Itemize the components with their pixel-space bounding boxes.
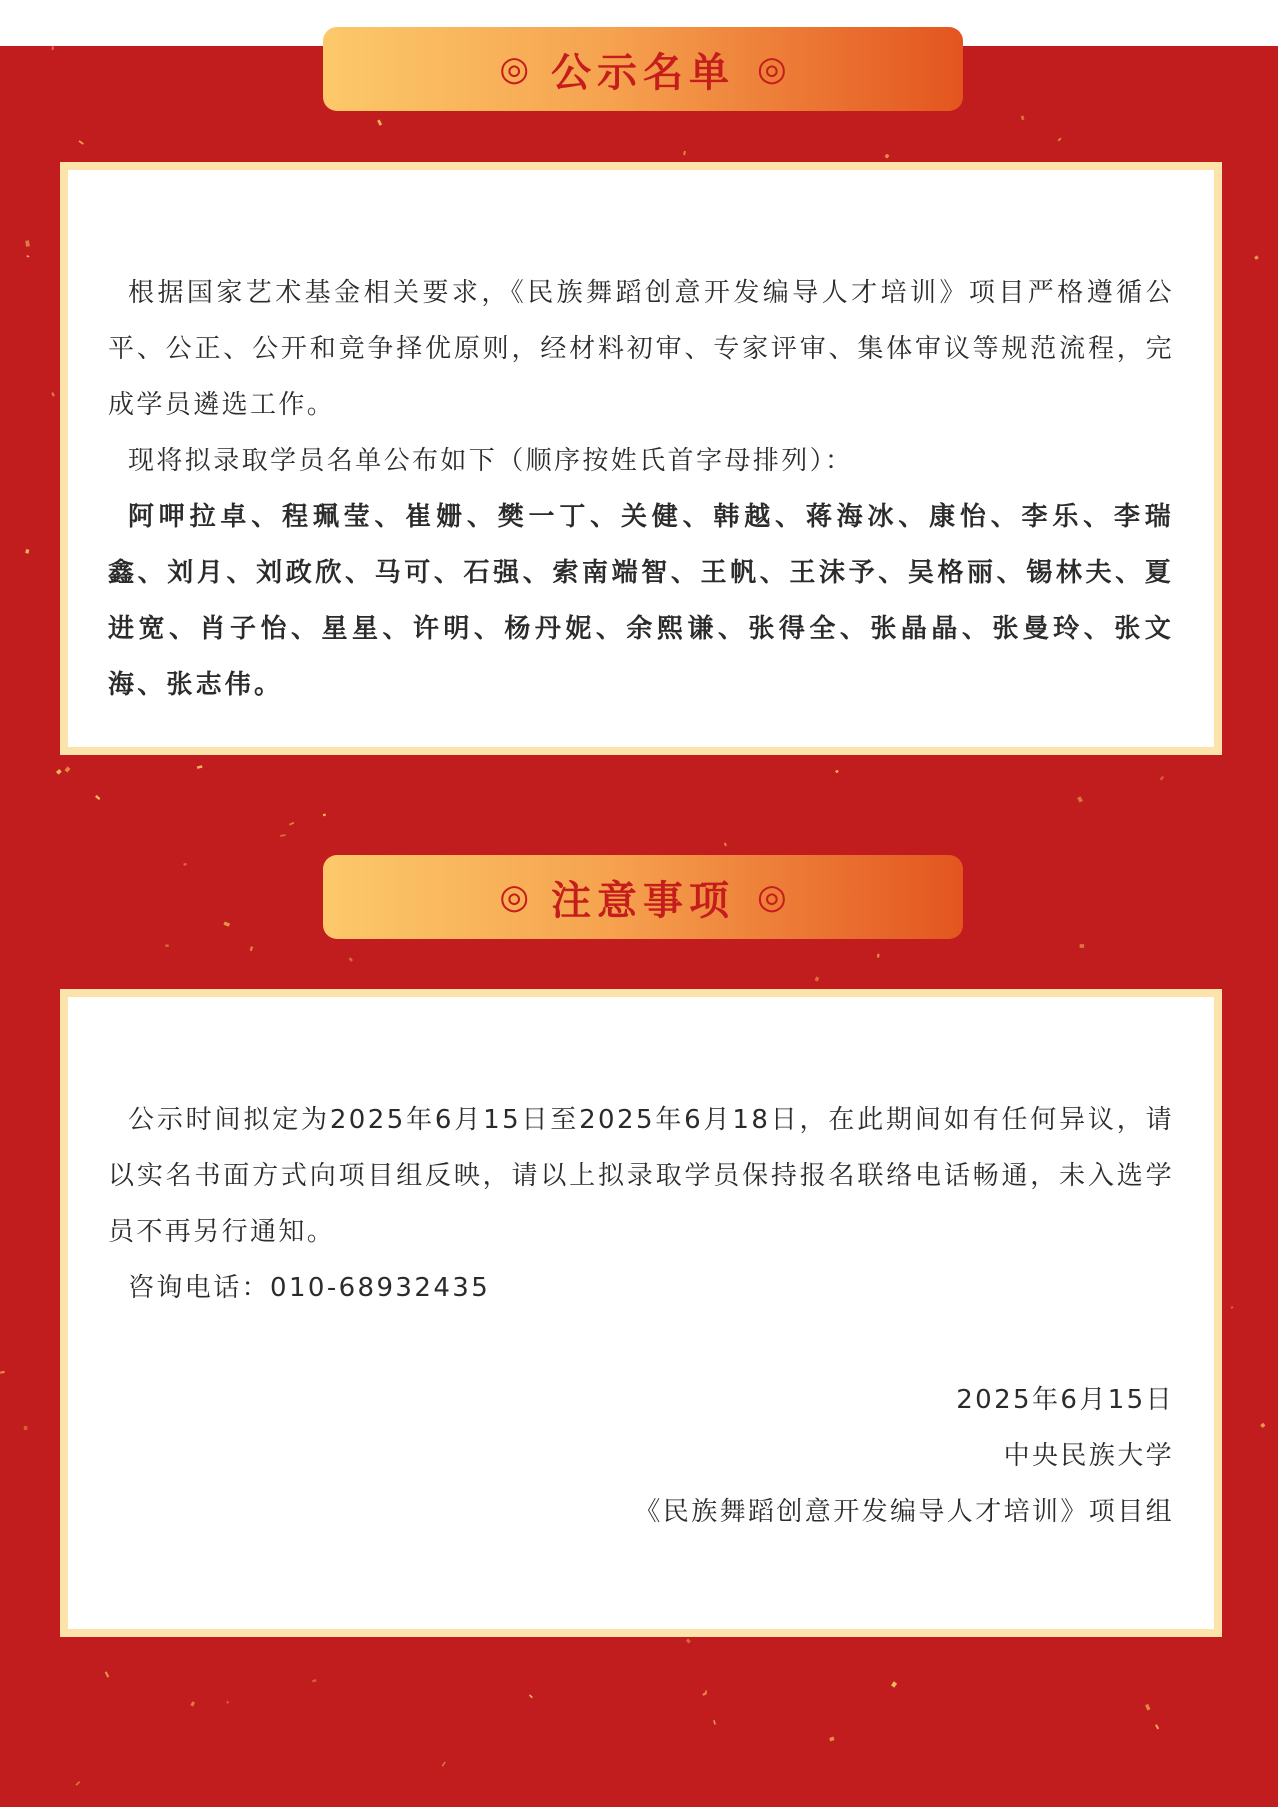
signature-date: 2025年6月15日 [956,1385,1174,1415]
gold-speckle [79,140,84,144]
gold-speckle [105,1671,110,1677]
banner-announcement-list [323,27,963,111]
list-intro-paragraph: 现将拟录取学员名单公布如下（顺序按姓氏首字母排列）： [128,446,854,476]
gold-speckle [226,1701,229,1704]
gold-speckle [51,392,55,397]
gold-speckle [877,954,879,958]
banner-title: 公示名单 [551,49,735,96]
gold-speckle [183,863,186,866]
circle-mark-icon: ◎ [499,877,529,917]
banner-title: 注意事项 [551,877,735,924]
gold-speckle [1080,944,1085,948]
contact-phone: 咨询电话：010-68932435 [128,1273,491,1303]
gold-speckle [1058,138,1062,142]
gold-speckle [165,944,168,947]
circle-mark-icon: ◎ [499,49,529,89]
gold-speckle [0,1371,5,1374]
gold-speckle [190,1701,195,1706]
gold-speckle [75,1781,80,1786]
circle-mark-icon: ◎ [757,877,787,917]
gold-speckle [1077,796,1083,802]
gold-speckle [312,1679,316,1682]
gold-speckle [56,769,62,775]
notes-content [108,1092,1174,1540]
gold-speckle [223,922,230,927]
gold-speckle [529,1694,533,1698]
gold-speckle [52,46,54,50]
gold-speckle [713,1720,716,1725]
gold-speckle [95,795,100,800]
gold-speckle [280,834,286,837]
gold-speckle [24,1426,28,1430]
signature-project-group: 《民族舞蹈创意开发编导人才培训》项目组 [634,1497,1174,1527]
gold-speckle [702,1692,707,1696]
gold-speckle [724,843,727,847]
gold-speckle [815,977,820,982]
gold-speckle [25,549,29,553]
signature-organization: 中央民族大学 [1003,1441,1174,1471]
gold-speckle [1155,1724,1159,1729]
circle-mark-icon: ◎ [757,49,787,89]
gold-speckle [377,119,382,125]
gold-speckle [323,813,326,816]
publicity-period-paragraph: 公示时间拟定为2025年6月15日至2025年6月18日，在此期间如有任何异议，请以实名书面方式向项目组反映，请以上拟录取学员保持报名联络电话畅通，未入选学员不再另行通知。 [108,1105,1174,1247]
gold-speckle [65,766,71,772]
gold-speckle [25,240,30,247]
announcement-list-card [60,162,1222,755]
notes-card [60,989,1222,1637]
gold-speckle [1159,776,1164,781]
banner-notes [323,855,963,939]
admitted-names-list: 阿呷拉卓、程珮莹、崔姗、樊一丁、关健、韩越、蒋海冰、康怡、李乐、李瑞鑫、刘月、刘政欣、马可、石强、索南端智、王帆、王沫予、吴格丽、锡林夫、夏进宽、肖子怡、星星、许明、杨丹妮、余熙谦、张得全、张晶晶、张曼玲、张文海、张志伟。 [108,502,1174,700]
gold-speckle [829,1737,834,1742]
gold-speckle [1254,255,1259,259]
gold-speckle [683,151,686,155]
gold-speckle [885,154,890,159]
gold-speckle [1230,1306,1233,1309]
gold-speckle [26,255,29,257]
gold-speckle [197,765,203,769]
spacer [108,1316,1174,1372]
gold-speckle [442,1762,446,1767]
gold-speckle [289,822,294,826]
gold-speckle [1145,1704,1150,1711]
intro-paragraph: 根据国家艺术基金相关要求，《民族舞蹈创意开发编导人才培训》项目严格遵循公平、公正、公开和竞争择优原则，经材料初审、专家评审、集体审议等规范流程，完成学员遴选工作。 [108,278,1174,420]
announcement-list-content [108,265,1174,713]
gold-speckle [891,1681,897,1687]
gold-speckle [349,957,353,961]
gold-speckle [250,946,254,951]
gold-speckle [686,1638,691,1643]
gold-speckle [1260,1423,1265,1428]
gold-speckle [835,770,839,773]
gold-speckle [1021,116,1025,121]
